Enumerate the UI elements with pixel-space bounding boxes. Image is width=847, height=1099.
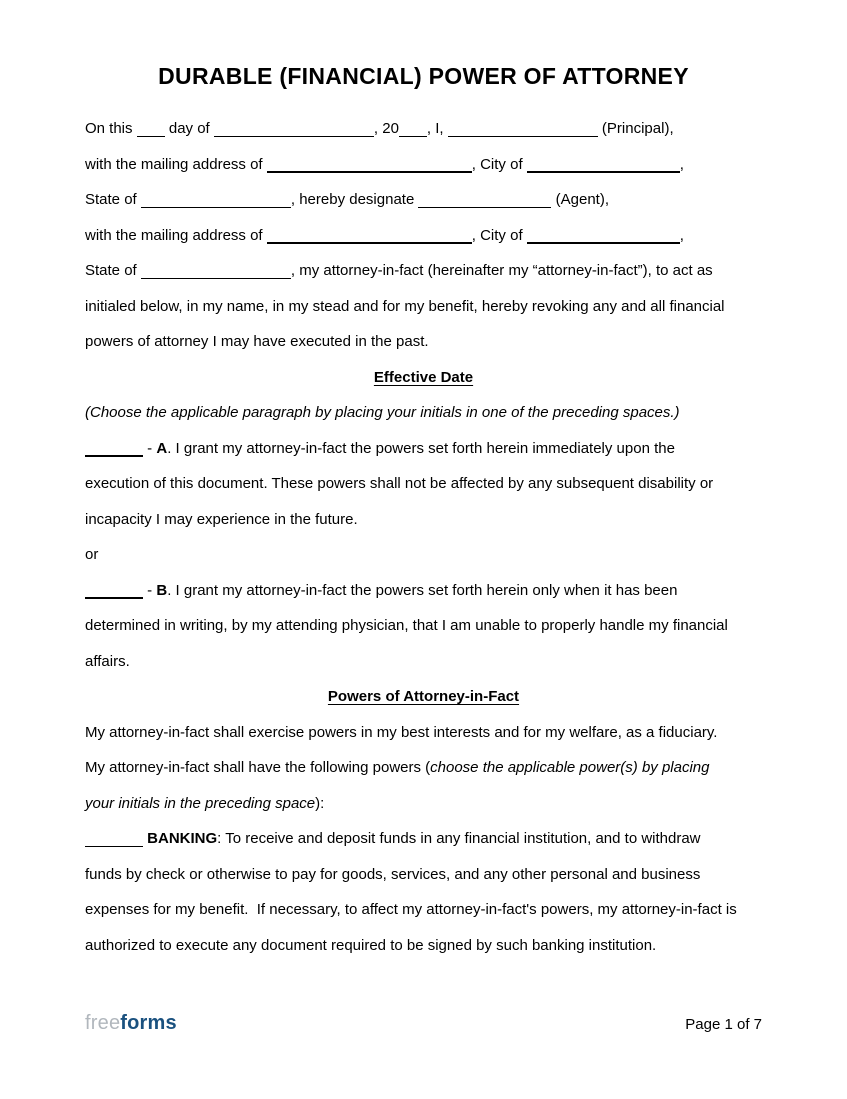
text-run: authorized to execute any document required to be signed by such banking institution. xyxy=(85,936,657,954)
agent-name-field[interactable] xyxy=(418,202,551,204)
logo-text-forms: forms xyxy=(120,1012,177,1034)
text-run: ): xyxy=(315,794,325,812)
document-line xyxy=(85,111,762,147)
text-run: A xyxy=(156,439,168,457)
text-run: , 20 xyxy=(373,120,399,137)
text-run: , I, xyxy=(426,120,448,137)
logo-text-free: free xyxy=(85,1012,121,1034)
text-run: initialed below, in my name, in my stead and for my benefit, hereby revoking any and all financial xyxy=(85,297,725,315)
document-line xyxy=(85,892,762,928)
page-indicator: Page 1 of 7 xyxy=(685,1016,762,1033)
text-run: , xyxy=(679,155,684,173)
text-run: with the mailing address of xyxy=(85,226,267,244)
document-line xyxy=(85,253,762,289)
document-line xyxy=(85,928,762,964)
text-run: . I grant my attorney-in-fact the powers set forth herein only when it has been xyxy=(167,581,678,599)
document-line xyxy=(85,395,762,431)
document-line xyxy=(85,821,762,857)
section-heading-text: Powers of Attorney-in-Fact xyxy=(327,688,520,705)
text-run: On this xyxy=(85,120,137,137)
text-run: (Principal), xyxy=(597,120,674,137)
text-run: powers of attorney I may have executed in the past. xyxy=(85,333,429,350)
text-run: incapacity I may experience in the future. xyxy=(85,510,358,528)
initials-option-b-field[interactable] xyxy=(85,593,143,595)
principal-city-field[interactable] xyxy=(527,167,680,169)
initials-option-a-field[interactable] xyxy=(85,451,143,453)
document-line xyxy=(85,644,762,680)
document-line xyxy=(85,750,762,786)
text-run: , my attorney-in-fact (hereinafter my “attorney-in-fact”), to act as xyxy=(290,262,713,279)
document-line xyxy=(85,218,762,254)
text-run: , xyxy=(679,226,684,244)
text-run: , City of xyxy=(471,155,527,173)
text-run: expenses for my benefit. If necessary, to affect my attorney-in-fact's powers, my attorney-in-fact is xyxy=(85,901,737,918)
text-run: your initials in the preceding space xyxy=(85,794,316,812)
document-line xyxy=(85,466,762,502)
document-line xyxy=(85,537,762,573)
initials-banking-field[interactable] xyxy=(85,841,143,843)
principal-address-field[interactable] xyxy=(267,167,472,169)
powers-heading xyxy=(85,679,762,715)
text-run: , City of xyxy=(471,226,527,244)
text-run: with the mailing address of xyxy=(85,155,267,173)
text-run: State of xyxy=(85,191,141,208)
document-line xyxy=(85,502,762,538)
year-field[interactable] xyxy=(399,131,427,133)
text-run: (Agent), xyxy=(551,191,609,208)
text-run: execution of this document. These powers shall not be affected by any subsequent disability or xyxy=(85,475,714,492)
document-line xyxy=(85,786,762,822)
text-run: BANKING xyxy=(147,830,218,847)
text-run: or xyxy=(85,546,99,563)
text-run: My attorney-in-fact shall exercise powers in my best interests and for my welfare, as a fiduciary. xyxy=(85,723,718,741)
document-body xyxy=(85,111,762,963)
text-run: - xyxy=(143,581,157,599)
text-run: , hereby designate xyxy=(290,191,419,208)
text-run: day of xyxy=(164,120,214,137)
agent-state-field[interactable] xyxy=(141,273,291,275)
document-line xyxy=(85,608,762,644)
text-run: affairs. xyxy=(85,652,130,670)
text-run: : To receive and deposit funds in any financial institution, and to withdraw xyxy=(217,830,701,847)
agent-address-field[interactable] xyxy=(267,238,472,240)
day-field[interactable] xyxy=(137,131,165,133)
document-line xyxy=(85,857,762,893)
text-run: State of xyxy=(85,262,141,279)
document-line xyxy=(85,182,762,218)
document-line xyxy=(85,324,762,360)
section-heading-text: Effective Date xyxy=(373,368,474,386)
month-field[interactable] xyxy=(214,131,374,133)
document-line xyxy=(85,573,762,609)
text-run: funds by check or otherwise to pay for goods, services, and any other personal and business xyxy=(85,865,701,883)
document-line xyxy=(85,147,762,183)
principal-state-field[interactable] xyxy=(141,202,291,204)
document-line xyxy=(85,431,762,467)
document-line xyxy=(85,289,762,325)
agent-city-field[interactable] xyxy=(527,238,680,240)
effective-date-heading xyxy=(85,360,762,396)
text-run: - xyxy=(143,439,157,457)
document-title: DURABLE (FINANCIAL) POWER OF ATTORNEY xyxy=(158,63,689,89)
text-run: My attorney-in-fact shall have the following powers ( xyxy=(85,759,431,776)
document-line xyxy=(85,715,762,751)
text-run: choose the applicable power(s) by placing xyxy=(430,759,710,776)
text-run: determined in writing, by my attending physician, that I am unable to properly handle my financial xyxy=(85,617,728,634)
text-run: (Choose the applicable paragraph by placing your initials in one of the preceding spaces.) xyxy=(85,404,680,421)
text-run: . I grant my attorney-in-fact the powers set forth herein immediately upon the xyxy=(167,439,675,457)
principal-name-field[interactable] xyxy=(448,131,598,133)
text-run: B xyxy=(156,581,168,599)
footer xyxy=(85,1012,762,1035)
freeforms-logo xyxy=(85,1012,177,1035)
